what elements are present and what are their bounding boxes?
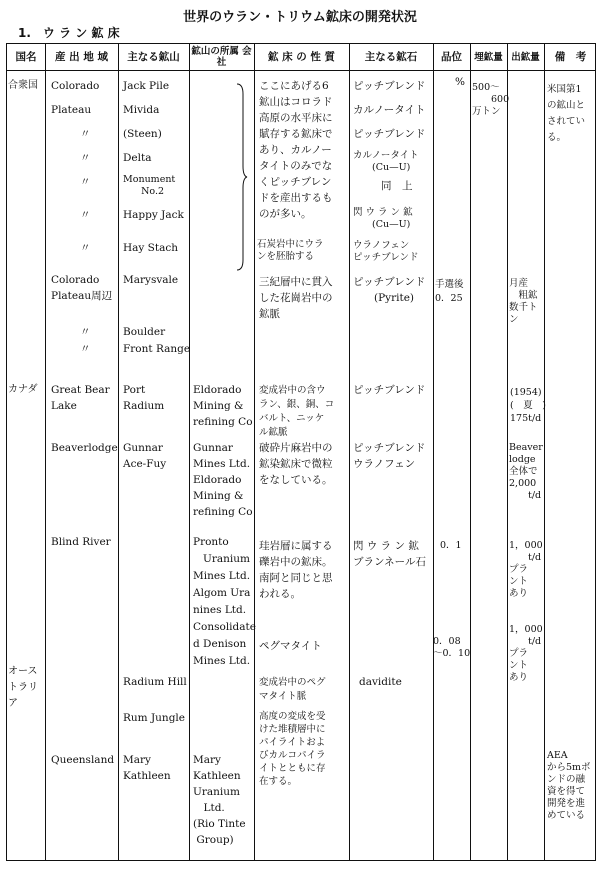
region-queensland: Queensland xyxy=(51,754,115,766)
col-divider xyxy=(470,44,471,860)
col-divider xyxy=(544,44,545,860)
header-country: 国名 xyxy=(15,50,37,63)
ore-5: 同 上 xyxy=(381,180,413,192)
reserve-us: 500～ 600 万トン xyxy=(472,82,510,117)
col-divider xyxy=(189,44,190,860)
page-title: 世界のウラン・トリウム鉱床の開発状況 xyxy=(183,10,417,25)
grade-marysvale: 手選後 0．25 xyxy=(435,279,464,304)
region-colorado-periphery: Colorado Plateau周辺 xyxy=(51,274,113,302)
mine-frontrange: Front Range xyxy=(123,343,191,355)
mine-radiumhill: Radium Hill xyxy=(123,676,187,688)
ditto-mark: 〃 xyxy=(80,326,91,338)
ore-blindriver: 閃 ウ ラ ン 鉱 ブランネール石 xyxy=(353,540,426,568)
nature-greatbear: 変成岩中の含ウ ラン、銀、銅、コ バルト、ニッケ ル鉱脈 xyxy=(259,385,335,438)
region-greatbear: Great Bear Lake xyxy=(51,384,110,412)
output-marysvale: 月産 粗鉱 数千ト ン xyxy=(509,278,538,325)
country-australia: オース トラリ ア xyxy=(8,666,38,709)
ore-radiumhill: davidite xyxy=(359,676,402,688)
header-nature: 鉱 床 の 性 質 xyxy=(267,50,336,63)
header-remarks: 備 考 xyxy=(554,50,587,63)
ore-greatbear: ピッチブレンド xyxy=(353,384,426,396)
header-mine: 主なる鉱山 xyxy=(127,50,180,63)
ore-6: 閃 ウ ラ ン 鉱 (Cu—U) xyxy=(353,207,413,230)
col-divider xyxy=(433,44,434,860)
country-canada: カナダ xyxy=(8,384,38,395)
ore-2: カルノータイト xyxy=(353,104,426,116)
remark-us: 米国第1 の鉱山と されてい る。 xyxy=(547,84,586,143)
mine-steen: (Steen) xyxy=(123,128,162,140)
nature-rumjungle: 高度の変成を受 けた堆積層中に パイライトおよ びカルコパイラ イトとともに存 在する。 xyxy=(259,711,326,787)
ore-4: カルノータイト (Cu—U) xyxy=(353,150,419,173)
region-blindriver: Blind River xyxy=(51,536,111,548)
header-region: 産 出 地 域 xyxy=(55,50,108,63)
mine-mivida: Mivida xyxy=(123,104,160,116)
grade-denison: 0．08 ～0．10 xyxy=(433,636,471,659)
mine-jackpile: Jack Pile xyxy=(123,80,170,92)
mine-happyjack: Happy Jack xyxy=(123,209,184,221)
nature-beaverlodge: 破砕片麻岩中の 鉱染鉱床で微粒 をなしている。 xyxy=(259,442,333,486)
ditto-mark: 〃 xyxy=(80,128,91,140)
ditto-mark: 〃 xyxy=(80,209,91,221)
nature-marysvale: 三紀層中に貫入 した花崗岩中の 鉱脈 xyxy=(259,276,333,320)
mine-boulder: Boulder xyxy=(123,326,166,338)
ditto-mark: 〃 xyxy=(80,242,91,254)
company-blindriver: Pronto Uranium Mines Ltd. Algom Ura nines Ltd. Consolidate d Denison Mines Ltd. xyxy=(193,536,256,667)
mine-marysvale: Marysvale xyxy=(123,274,179,286)
ore-1: ピッチブレンド xyxy=(353,80,426,92)
col-divider xyxy=(118,44,119,860)
ore-7: ウラノフェン ピッチブレンド xyxy=(353,240,419,263)
nature-colorado: ここにあげる6 鉱山はコロラド 高原の水平床に 賦存する鉱床で あり、カルノー タイトのみでな くピッチブレン ドを産出するも のが多い。 xyxy=(259,80,333,220)
output-blindriver-denison: 1，000 t/d プラ ント あり xyxy=(509,624,543,683)
company-gunnar: Gunnar Mines Ltd. Eldorado Mining & refining Co xyxy=(193,442,253,518)
col-divider xyxy=(507,44,508,860)
company-marykathleen: Mary Kathleen Uranium Ltd. (Rio Tinte Group) xyxy=(193,754,246,846)
col-divider xyxy=(45,44,46,860)
header-grade: 品位 xyxy=(441,50,462,63)
grade-percent: % xyxy=(455,76,465,88)
nature-pegmatite: ペグマタイト xyxy=(259,640,322,652)
deposit-table xyxy=(6,43,596,861)
mine-marykathleen: Mary Kathleen xyxy=(123,754,171,782)
region-colorado: Colorado xyxy=(51,80,100,92)
grade-blindriver: 0．1 xyxy=(440,540,462,551)
remark-queensland: AEA から5mボ ンドの融 資を得て 開発を進 めている xyxy=(547,750,591,821)
output-beaverlodge: Beaver lodge 全体で 2,000 t/d xyxy=(509,442,543,501)
header-divider xyxy=(7,70,595,71)
mine-portradium: Port Radium xyxy=(123,384,165,412)
header-ore: 主なる鉱石 xyxy=(364,50,418,63)
mine-rumjungle: Rum Jungle xyxy=(123,712,185,724)
output-blindriver-pronto: 1，000 t/d プラ ント あり xyxy=(509,540,543,599)
header-company: 鉱山の所属 会 社 xyxy=(191,46,252,68)
nature-blindriver: 珪岩層に属する 礫岩中の鉱床。 南阿と同じと思 われる。 xyxy=(259,540,333,600)
section-heading: 1. ウ ラ ン 鉱 床 xyxy=(18,26,120,40)
country-us: 合衆国 xyxy=(8,80,38,91)
mine-haystach: Hay Stach xyxy=(123,242,179,254)
col-divider xyxy=(349,44,350,860)
mine-monument: Monument No.2 xyxy=(123,174,176,197)
col-divider xyxy=(254,44,255,860)
company-eldorado: Eldorado Mining & refining Co xyxy=(193,384,253,428)
header-reserve: 埋鉱量 xyxy=(474,51,503,63)
output-greatbear: (1954) ( 夏 ) 175t/d xyxy=(510,387,546,424)
nature-sekitan: 石炭岩中にウラ ンを胚胎する xyxy=(257,239,324,262)
ore-marysvale: ピッチブレンド (Pyrite) xyxy=(353,276,426,304)
mine-gunnar: Gunnar Ace-Fuy xyxy=(123,442,167,470)
ore-3: ピッチブレンド xyxy=(353,128,426,140)
ore-beaverlodge: ピッチブレンド ウラノフェン xyxy=(353,442,426,470)
ditto-mark: 〃 xyxy=(80,152,91,164)
region-plateau: Plateau xyxy=(51,104,92,116)
ditto-mark: 〃 xyxy=(80,176,91,188)
mine-delta: Delta xyxy=(123,152,152,164)
nature-radiumhill: 変成岩中のペグ マタイト脈 xyxy=(259,677,326,702)
brace-icon xyxy=(235,82,249,272)
region-beaverlodge: Beaverlodge xyxy=(51,442,118,454)
header-output: 出鉱量 xyxy=(511,51,540,63)
ditto-mark: 〃 xyxy=(80,343,91,355)
